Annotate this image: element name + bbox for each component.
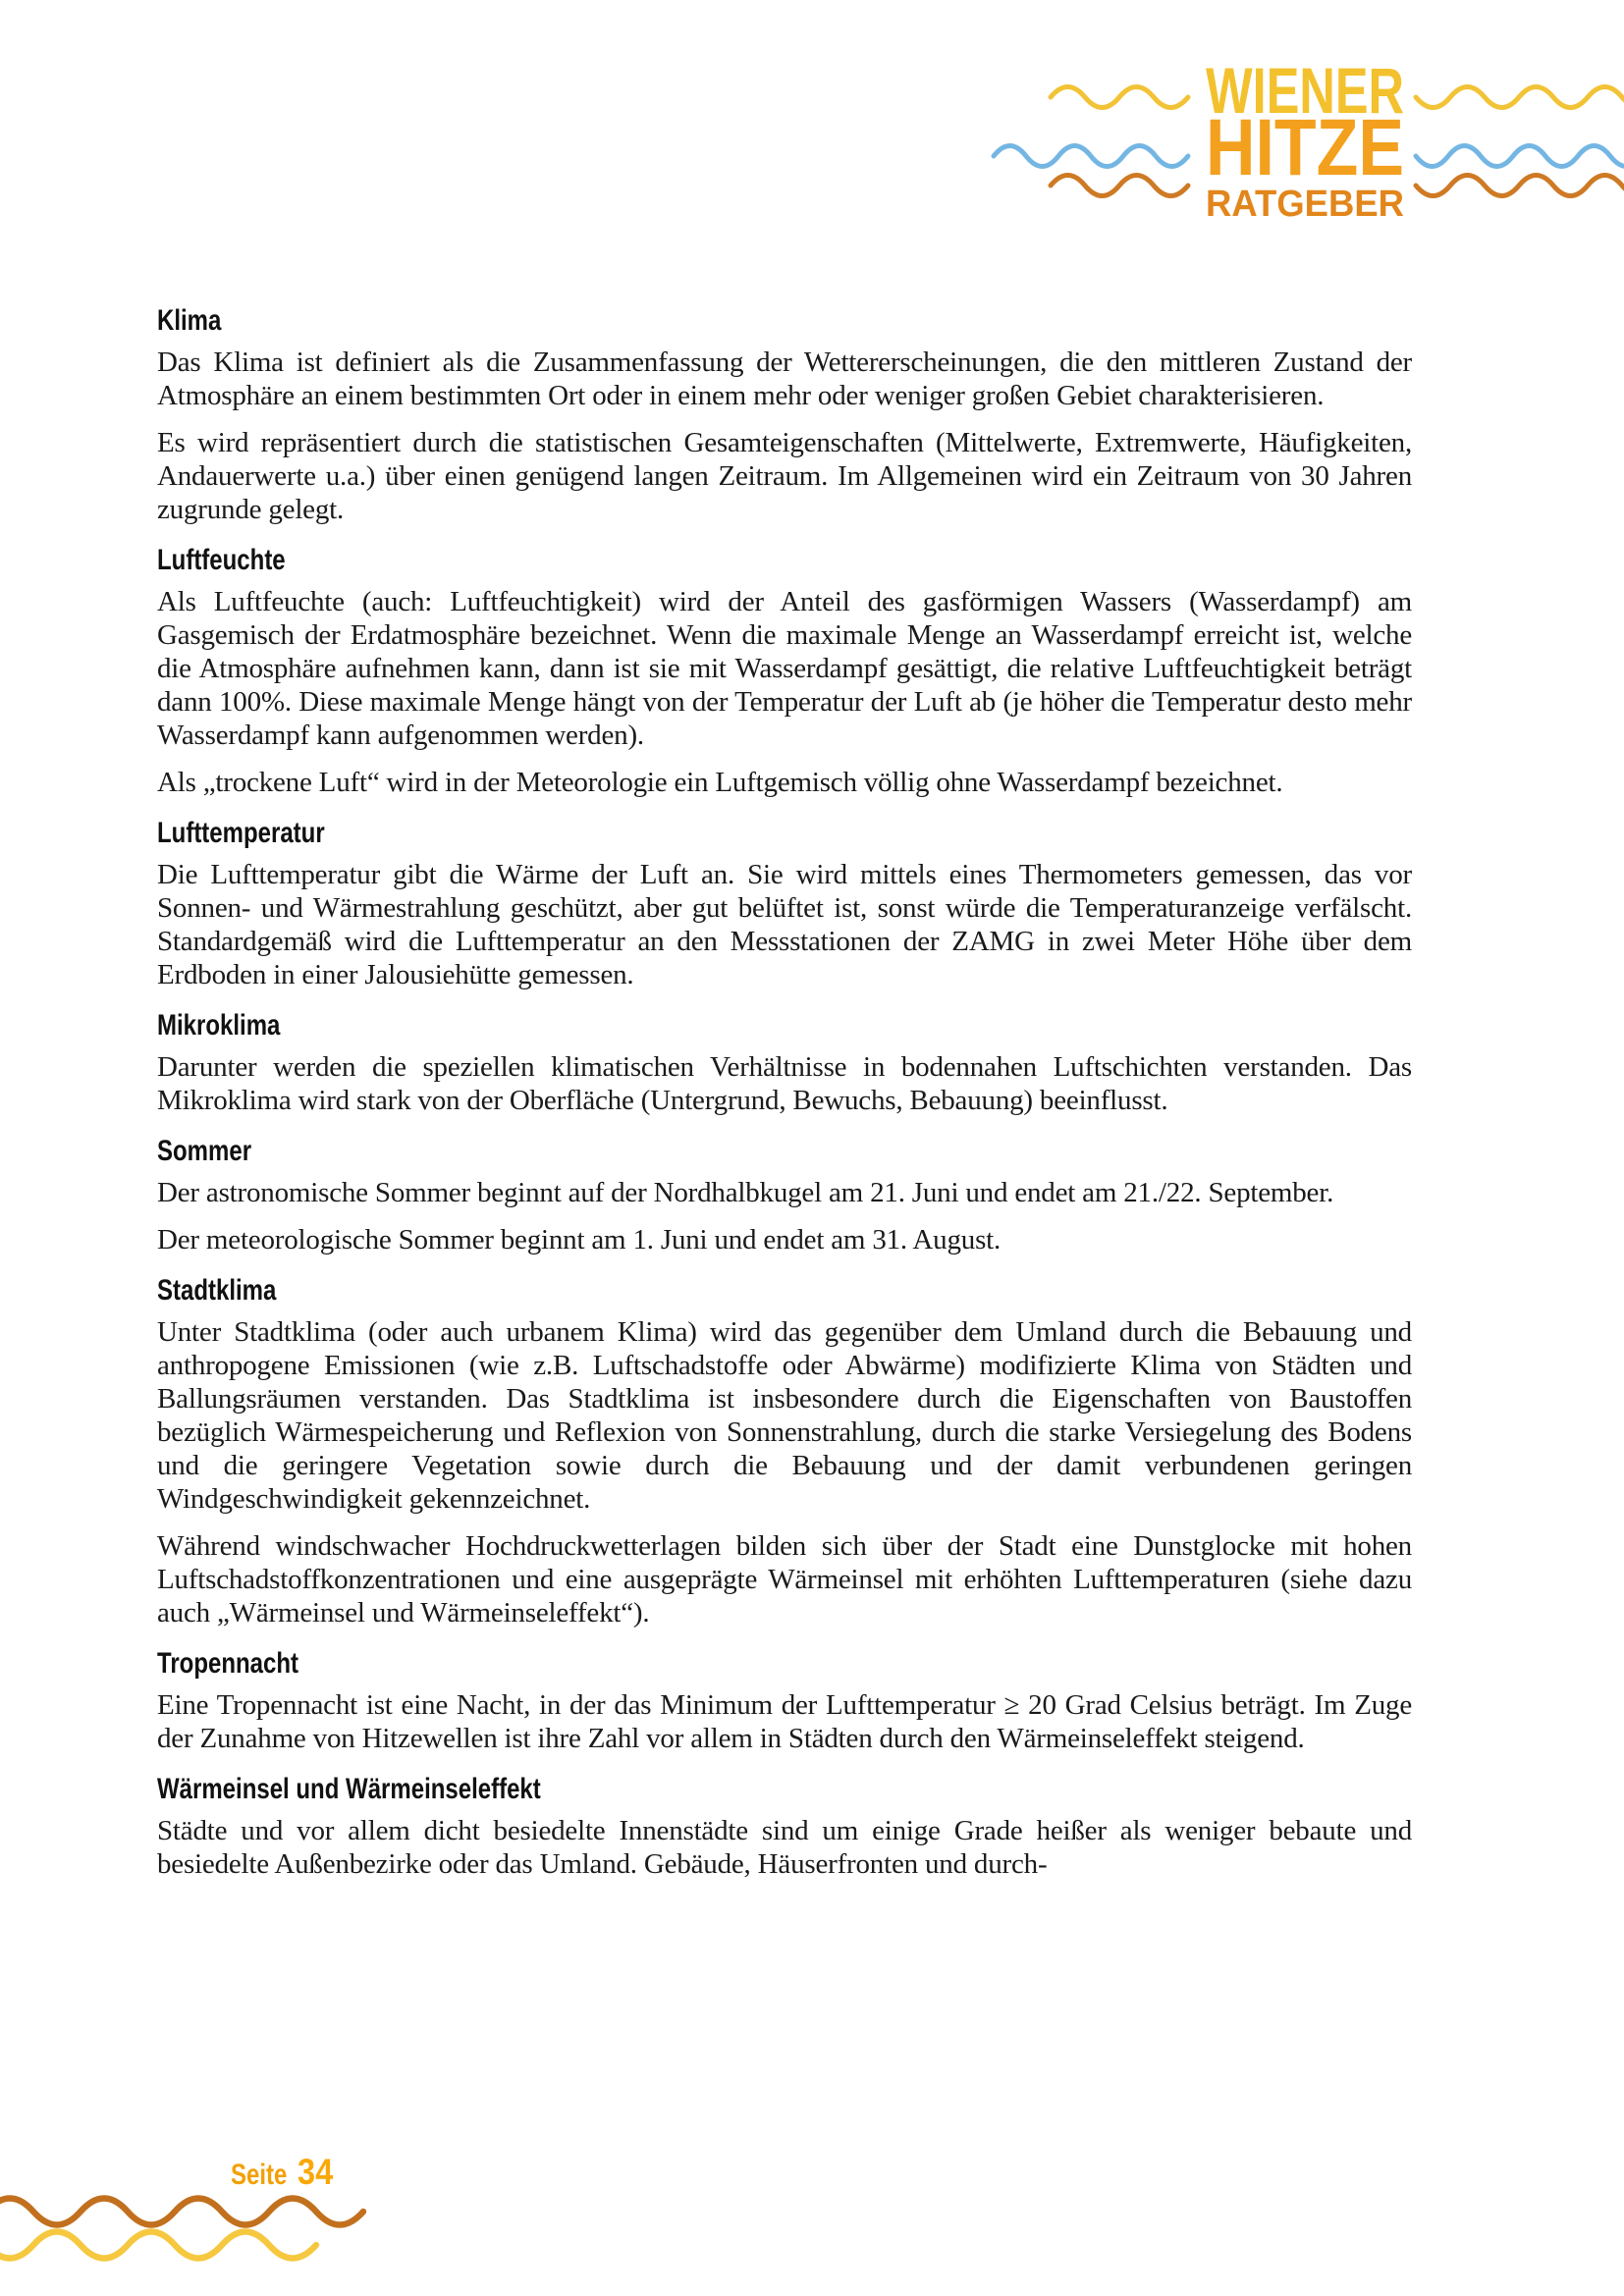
section-heading: Sommer: [157, 1135, 252, 1167]
section-luftfeuchte: [157, 546, 1412, 799]
section-paragraph: Der astronomische Sommer beginnt auf der Nordhalbkugel am 21. Juni und endet am 21./22. September.: [157, 1177, 1334, 1208]
section-mikroklima: [157, 1011, 1412, 1117]
section-stadtklima: [157, 1276, 1412, 1629]
wave-yellow-left-icon: [1051, 87, 1188, 108]
glossary-content: [157, 306, 1412, 1895]
section-heading: Lufttemperatur: [157, 817, 325, 849]
section-heading: Klima: [157, 304, 222, 337]
section-paragraph: Die Lufttemperatur gibt die Wärme der Luft an. Sie wird mittels eines Thermometers gemessen, das vor Sonnen- und Wärmestrahlung geschützt, aber gut belüftet ist, sonst würde die Temperaturanzeige verfälscht. Standardgemäß wird die Lufttemperatur an den Messstationen der ZAMG in zwei Meter Höhe über dem Erdboden in einer Jalousiehütte gemessen.: [157, 859, 1412, 990]
section-paragraph: Das Klima ist definiert als die Zusammenfassung der Wettererscheinungen, die den mittleren Zustand der Atmosphäre an einem bestimmten Ort oder in einem mehr oder weniger großen Gebiet charakterisieren.: [157, 347, 1412, 411]
logo-right-waves: [1416, 87, 1624, 196]
section-paragraph: Städte und vor allem dicht besiedelte Innenstädte sind um einige Grade heißer als weniger bebaute und besiedelte Außenbezirke oder das Umland. Gebäude, Häuserfronten und durch-: [157, 1815, 1412, 1880]
section-lufttemperatur: [157, 819, 1412, 991]
section-heading: Stadtklima: [157, 1274, 277, 1307]
section-paragraph: Unter Stadtklima (oder auch urbanem Klima) wird das gegenüber dem Umland durch die Bebauung und anthropogene Emissionen (wie z.B. Luftschadstoffe oder Abwärme) modifizierte Klima von Städten und Ballungsräumen verstanden. Das Stadtklima ist insbesondere durch die Eigenschaften von Baustoffen bezüglich Wärmespeicherung und Reflexion von Sonnenstrahlung, durch die starke Versiegelung des Bodens und die geringere Vegetation sowie durch die Bebauung und der damit verbundenen geringen Windgeschwindigkeit gekennzeichnet.: [157, 1316, 1412, 1515]
wave-blue-right-icon: [1416, 146, 1624, 167]
wave-orange-left-icon: [1051, 176, 1188, 196]
section-paragraph: Als „trockene Luft“ wird in der Meteorologie ein Luftgemisch völlig ohne Wasserdampf bezeichnet.: [157, 767, 1283, 798]
page-number: 34: [297, 2152, 333, 2192]
page-label: Seite: [231, 2159, 288, 2191]
wave-orange-right-icon: [1416, 176, 1624, 196]
logo-line-wiener: WIENER: [1206, 54, 1404, 127]
section-paragraph: Es wird repräsentiert durch die statistischen Gesamteigenschaften (Mittelwerte, Extremwerte, Häufigkeiten, Andauerwerte u.a.) über einen genügend langen Zeitraum. Im Allgemeinen wird ein Zeitraum von 30 Jahren zugrunde gelegt.: [157, 427, 1412, 525]
section-klima: [157, 306, 1412, 526]
logo-line-ratgeber: RATGEBER: [1206, 184, 1404, 223]
section-heading: Luftfeuchte: [157, 544, 286, 576]
wave-orange-bottom-icon: [0, 2199, 363, 2225]
section-heading: Tropennacht: [157, 1647, 299, 1680]
logo-left-waves: [994, 87, 1188, 196]
section-heading: Mikroklima: [157, 1009, 281, 1041]
section-paragraph: Während windschwacher Hochdruckwetterlagen bilden sich über der Stadt eine Dunstglocke mit hohen Luftschadstoffkonzentrationen und eine ausgeprägte Wärmeinsel mit erhöhten Lufttemperaturen (siehe dazu auch „Wärmeinsel und Wärmeinseleffekt“).: [157, 1530, 1412, 1629]
section-paragraph: Der meteorologische Sommer beginnt am 1. Juni und endet am 31. August.: [157, 1224, 1001, 1255]
footer-waves: [0, 2189, 393, 2268]
wave-yellow-right-icon: [1416, 87, 1624, 108]
wave-blue-left-icon: [994, 146, 1188, 167]
section-paragraph: Darunter werden die speziellen klimatischen Verhältnisse in bodennahen Luftschichten verstanden. Das Mikroklima wird stark von der Oberfläche (Untergrund, Bewuchs, Bebauung) beeinflusst.: [157, 1051, 1412, 1116]
section-paragraph: Eine Tropennacht ist eine Nacht, in der das Minimum der Lufttemperatur ≥ 20 Grad Celsius beträgt. Im Zuge der Zunahme von Hitzewellen ist ihre Zahl vor allem in Städten durch den Wärmeinseleffekt steigend.: [157, 1689, 1412, 1754]
section-paragraph: Als Luftfeuchte (auch: Luftfeuchtigkeit) wird der Anteil des gasförmigen Wassers (Wasserdampf) am Gasgemisch der Erdatmosphäre bezeichnet. Wenn die maximale Menge an Wasserdampf erreicht ist, welche die Atmosphäre aufnehmen kann, dann ist sie mit Wasserdampf gesättigt, die relative Luftfeuchtigkeit beträgt dann 100%. Diese maximale Menge hängt von der Temperatur der Luft ab (je höher die Temperatur desto mehr Wasserdampf kann aufgenommen werden).: [157, 586, 1412, 751]
section-heading: Wärmeinsel und Wärmeinseleffekt: [157, 1773, 541, 1805]
section-sommer: [157, 1137, 1412, 1256]
section-tropennacht: [157, 1649, 1412, 1755]
section-waermeinsel: [157, 1775, 1412, 1881]
page-number-footer: [231, 2152, 338, 2193]
wiener-hitze-ratgeber-logo: [982, 54, 1624, 223]
wave-yellow-bottom-icon: [0, 2232, 316, 2259]
logo-line-hitze: HITZE: [1206, 103, 1404, 192]
